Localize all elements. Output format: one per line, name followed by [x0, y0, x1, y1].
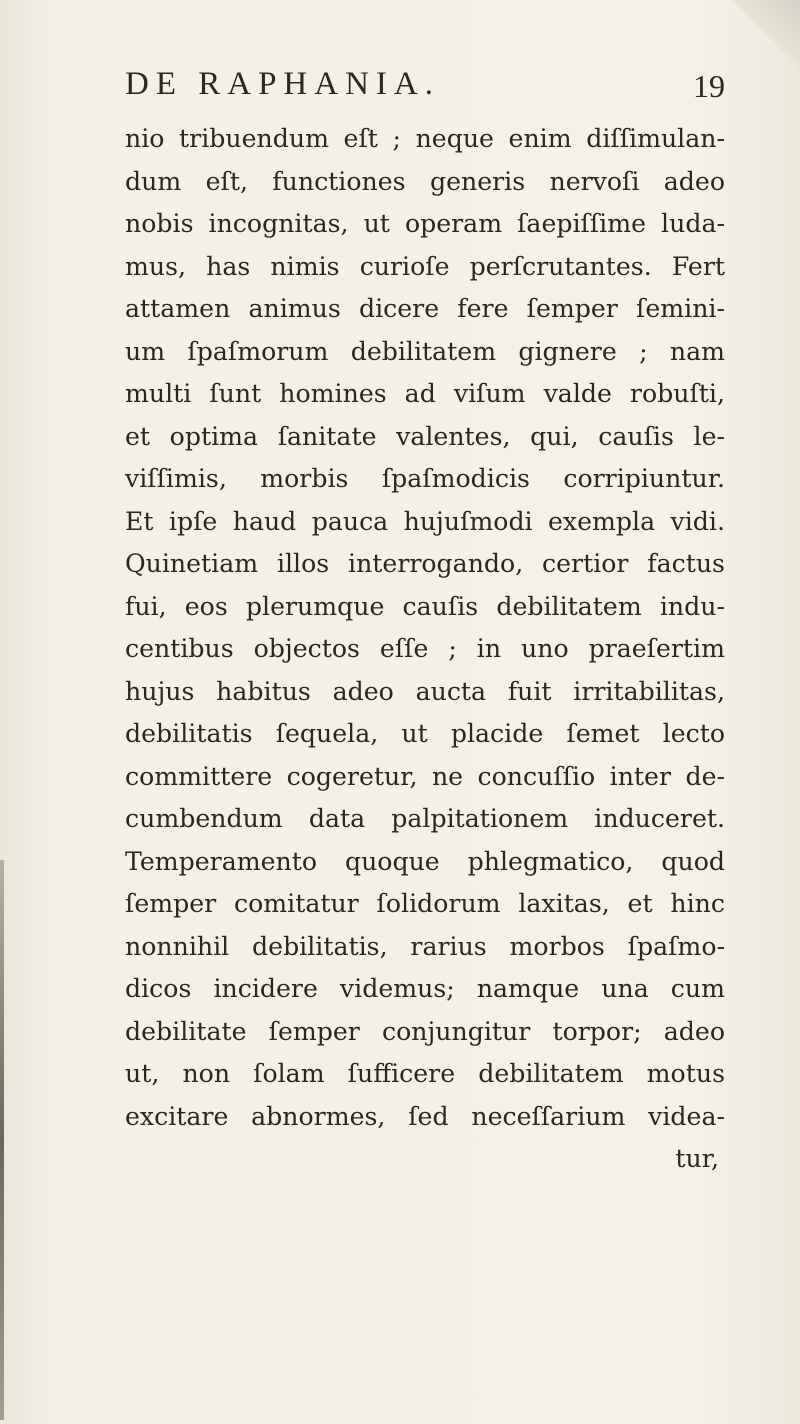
text-line: Quinetiam illos interrogando, certior factus [125, 549, 725, 578]
text-line: debilitate ſemper conjungitur torpor; adeo [125, 1016, 725, 1046]
text-line: multi ſunt homines ad viſum valde robuſti, [125, 379, 725, 408]
text-line: nio tribuendum eſt ; neque enim diſſimulan- [125, 124, 725, 153]
text-line: um ſpaſmorum debilitatem gignere ; nam [125, 336, 725, 366]
text-line: fui, eos plerumque cauſis debilitatem indu- [125, 591, 725, 621]
binding-edge [0, 860, 4, 1420]
text-line: et optima ſanitate valentes, qui, cauſis le- [125, 421, 725, 451]
body-text [125, 118, 725, 1181]
text-line: cumbendum data palpitationem induceret. [125, 804, 725, 833]
text-line: Et ipſe haud pauca hujuſmodi exempla vidi. [125, 506, 725, 536]
text-line: ſemper comitatur ſolidorum laxitas, et hinc [125, 889, 725, 918]
text-line: dum eſt, functiones generis nervoſi adeo [125, 166, 725, 196]
text-line: excitare abnormes, ſed neceſſarium videa- [125, 1101, 725, 1131]
text-line: debilitatis ſequela, ut placide ſemet lecto [125, 719, 725, 748]
running-head-title: DE RAPHANIA. [125, 66, 440, 102]
text-line: nobis incognitas, ut operam ſaepiſſime luda- [125, 209, 725, 238]
text-line: committere cogeretur, ne concuſſio inter de- [125, 761, 725, 791]
text-line: mus, has nimis curioſe perſcrutantes. Fert [125, 251, 725, 281]
text-line: nonnihil debilitatis, rarius morbos ſpaſmo- [125, 931, 725, 961]
text-line: Temperamento quoque phlegmatico, quod [125, 846, 725, 876]
text-line: hujus habitus adeo aucta fuit irritabilitas, [125, 676, 725, 706]
text-line: viſſimis, morbis ſpaſmodicis corripiuntur. [125, 464, 725, 493]
running-head [125, 66, 725, 110]
page-number: 19 [693, 68, 725, 104]
text-line: dicos incidere videmus; namque una cum [125, 974, 725, 1003]
page-corner [730, 0, 800, 80]
text-line: centibus objectos eſſe ; in uno praeſertim [125, 634, 725, 663]
text-line: attamen animus dicere fere ſemper ſemini- [125, 294, 725, 323]
text-line: ut, non ſolam ſufficere debilitatem motus [125, 1059, 725, 1088]
catchword: tur, [675, 1144, 719, 1173]
